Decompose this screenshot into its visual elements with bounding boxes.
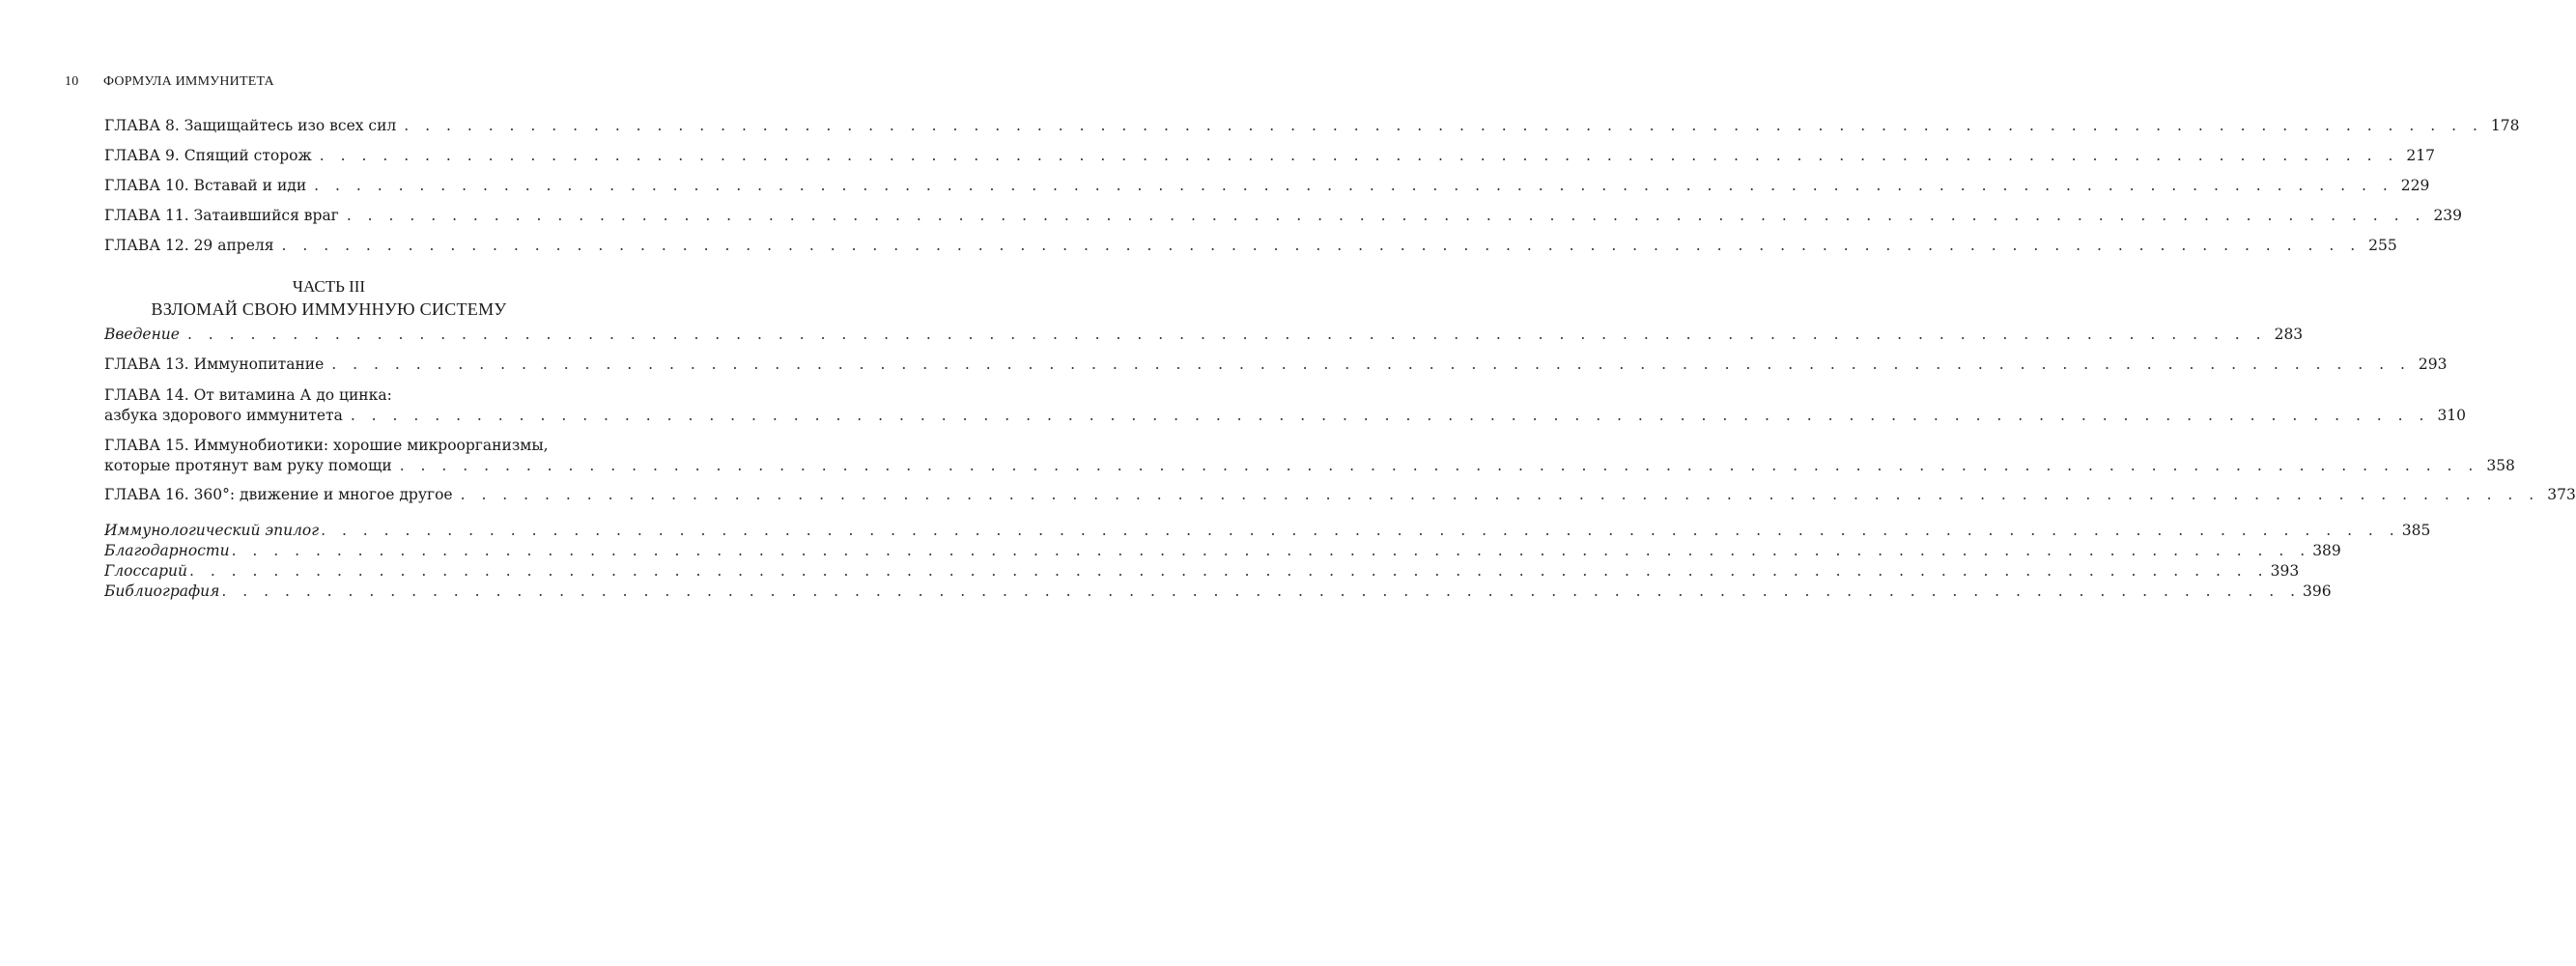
toc-entry-title-line1: ГЛАВА 14. От витамина А до цинка: <box>104 386 392 404</box>
leader-dots: . . . . . . . . . . . . . . . . . . . . . . . . . . . . . . . . . . . . . . . . . . . . . . . . . . . . . . . . . . . . . . . . . . . . . . . . . . . . . . . . . . . . . . . . . . . . . . . . . . . <box>188 562 2269 580</box>
toc-entry-title: Благодарности <box>104 542 230 559</box>
leader-dots: . . . . . . . . . . . . . . . . . . . . . . . . . . . . . . . . . . . . . . . . . . . . . . . . . . . . . . . . . . . . . . . . . . . . . . . . . . . . . . . . . . . . . . . . . . . . . . . . . . . <box>404 117 2483 134</box>
toc-entry-title-line2: азбука здорового иммунитета <box>104 407 343 424</box>
toc-entry-chapter-11[interactable] <box>104 206 2463 225</box>
toc-entry-page: 239 <box>2433 207 2463 224</box>
toc-entry-title: ГЛАВА 8. Защищайтесь изо всех сил <box>104 117 397 134</box>
leader-dots: . . . . . . . . . . . . . . . . . . . . . . . . . . . . . . . . . . . . . . . . . . . . . . . . . . . . . . . . . . . . . . . . . . . . . . . . . . . . . . . . . . . . . . . . . . . . . . . . . . . <box>346 207 2426 224</box>
running-title: ФОРМУЛА ИММУНИТЕТА <box>103 74 274 89</box>
toc-entry-page: 358 <box>2486 457 2515 474</box>
toc-entry-title: Глоссарий <box>104 562 187 580</box>
table-of-contents <box>104 116 2576 602</box>
leader-dots: . . . . . . . . . . . . . . . . . . . . . . . . . . . . . . . . . . . . . . . . . . . . . . . . . . . . . . . . . . . . . . . . . . . . . . . . . . . . . . . . . . . . . . . . . . . . . . . . . . . <box>221 582 2302 600</box>
toc-entry-chapter-9[interactable] <box>104 146 2435 165</box>
toc-entry-page: 393 <box>2270 562 2300 580</box>
toc-entry-chapter-8[interactable] <box>104 116 2520 135</box>
toc-entry-page: 310 <box>2437 407 2467 424</box>
toc-entry-glossary[interactable] <box>104 561 2300 581</box>
toc-entry-title-line2: которые протянут вам руку помощи <box>104 457 392 474</box>
page-number: 10 <box>65 74 79 89</box>
leader-dots: . . . . . . . . . . . . . . . . . . . . . . . . . . . . . . . . . . . . . . . . . . . . . . . . . . . . . . . . . . . . . . . . . . . . . . . . . . . . . . . . . . . . . . . . . . . . . . . . . . . <box>321 522 2400 539</box>
toc-entry-bibliography[interactable] <box>104 582 2332 601</box>
leader-dots: . . . . . . . . . . . . . . . . . . . . . . . . . . . . . . . . . . . . . . . . . . . . . . . . . . . . . . . . . . . . . . . . . . . . . . . . . . . . . . . . . . . . . . . . . . . . . . . . . . . <box>281 237 2362 254</box>
toc-entry-page: 373 <box>2547 486 2576 503</box>
leader-dots: . . . . . . . . . . . . . . . . . . . . . . . . . . . . . . . . . . . . . . . . . . . . . . . . . . . . . . . . . . . . . . . . . . . . . . . . . . . . . . . . . . . . . . . . . . . . . . . . . . . <box>350 407 2430 424</box>
leader-dots: . . . . . . . . . . . . . . . . . . . . . . . . . . . . . . . . . . . . . . . . . . . . . . . . . . . . . . . . . . . . . . . . . . . . . . . . . . . . . . . . . . . . . . . . . . . . . . . . . . . <box>186 326 2267 343</box>
toc-entry-title-line1: ГЛАВА 15. Иммунобиотики: хорошие микроорганизмы, <box>104 437 549 454</box>
toc-entry-title: ГЛАВА 16. 360°: движение и многое другое <box>104 486 453 503</box>
toc-entry-page: 389 <box>2312 542 2341 559</box>
toc-entry-title: Библиография <box>104 582 220 600</box>
toc-entry-chapter-13[interactable] <box>104 355 2448 374</box>
part-title: ВЗЛОМАЙ СВОЮ ИММУННУЮ СИСТЕМУ <box>151 299 507 319</box>
leader-dots: . . . . . . . . . . . . . . . . . . . . . . . . . . . . . . . . . . . . . . . . . . . . . . . . . . . . . . . . . . . . . . . . . . . . . . . . . . . . . . . . . . . . . . . . . . . . . . . . . . . <box>331 355 2411 373</box>
toc-entry-page: 283 <box>2274 326 2304 343</box>
part-number: ЧАСТЬ III <box>292 277 366 296</box>
toc-entry-chapter-12[interactable] <box>104 236 2397 255</box>
toc-entry-chapter-14[interactable] <box>104 384 2467 425</box>
toc-entry-page: 293 <box>2418 355 2448 373</box>
toc-entry-title: ГЛАВА 13. Иммунопитание <box>104 355 325 373</box>
leader-dots: . . . . . . . . . . . . . . . . . . . . . . . . . . . . . . . . . . . . . . . . . . . . . . . . . . . . . . . . . . . . . . . . . . . . . . . . . . . . . . . . . . . . . . . . . . . . . . . . . . . <box>231 542 2311 559</box>
toc-entry-title: ГЛАВА 9. Спящий сторож <box>104 147 312 164</box>
toc-entry-title: Введение <box>104 326 180 343</box>
leader-dots: . . . . . . . . . . . . . . . . . . . . . . . . . . . . . . . . . . . . . . . . . . . . . . . . . . . . . . . . . . . . . . . . . . . . . . . . . . . . . . . . . . . . . . . . . . . . . . . . . . . <box>399 457 2479 474</box>
toc-entry-page: 229 <box>2400 177 2430 194</box>
toc-entry-page: 385 <box>2401 522 2431 539</box>
toc-entry-title: Иммунологический эпилог <box>104 522 320 539</box>
backmatter-list <box>104 521 2431 601</box>
toc-entry-title: ГЛАВА 11. Затаившийся враг <box>104 207 339 224</box>
toc-entry-title: ГЛАВА 12. 29 апреля <box>104 237 274 254</box>
toc-entry-chapter-10[interactable] <box>104 176 2430 195</box>
toc-entry-page: 217 <box>2406 147 2435 164</box>
running-header <box>65 74 274 90</box>
toc-entry-chapter-16[interactable] <box>104 485 2576 504</box>
part-heading <box>104 276 553 321</box>
toc-entry-introduction[interactable] <box>104 325 2304 344</box>
toc-entry-page: 255 <box>2368 237 2397 254</box>
toc-entry-chapter-15[interactable] <box>104 435 2515 475</box>
leader-dots: . . . . . . . . . . . . . . . . . . . . . . . . . . . . . . . . . . . . . . . . . . . . . . . . . . . . . . . . . . . . . . . . . . . . . . . . . . . . . . . . . . . . . . . . . . . . . . . . . . . <box>460 486 2540 503</box>
toc-entry-page: 396 <box>2303 582 2332 600</box>
toc-entry-title: ГЛАВА 10. Вставай и иди <box>104 177 307 194</box>
toc-entry-acknowledgements[interactable] <box>104 541 2341 560</box>
leader-dots: . . . . . . . . . . . . . . . . . . . . . . . . . . . . . . . . . . . . . . . . . . . . . . . . . . . . . . . . . . . . . . . . . . . . . . . . . . . . . . . . . . . . . . . . . . . . . . . . . . . <box>319 147 2399 164</box>
leader-dots: . . . . . . . . . . . . . . . . . . . . . . . . . . . . . . . . . . . . . . . . . . . . . . . . . . . . . . . . . . . . . . . . . . . . . . . . . . . . . . . . . . . . . . . . . . . . . . . . . . . <box>314 177 2393 194</box>
toc-entry-epilogue[interactable] <box>104 521 2431 540</box>
toc-entry-page: 178 <box>2490 117 2520 134</box>
